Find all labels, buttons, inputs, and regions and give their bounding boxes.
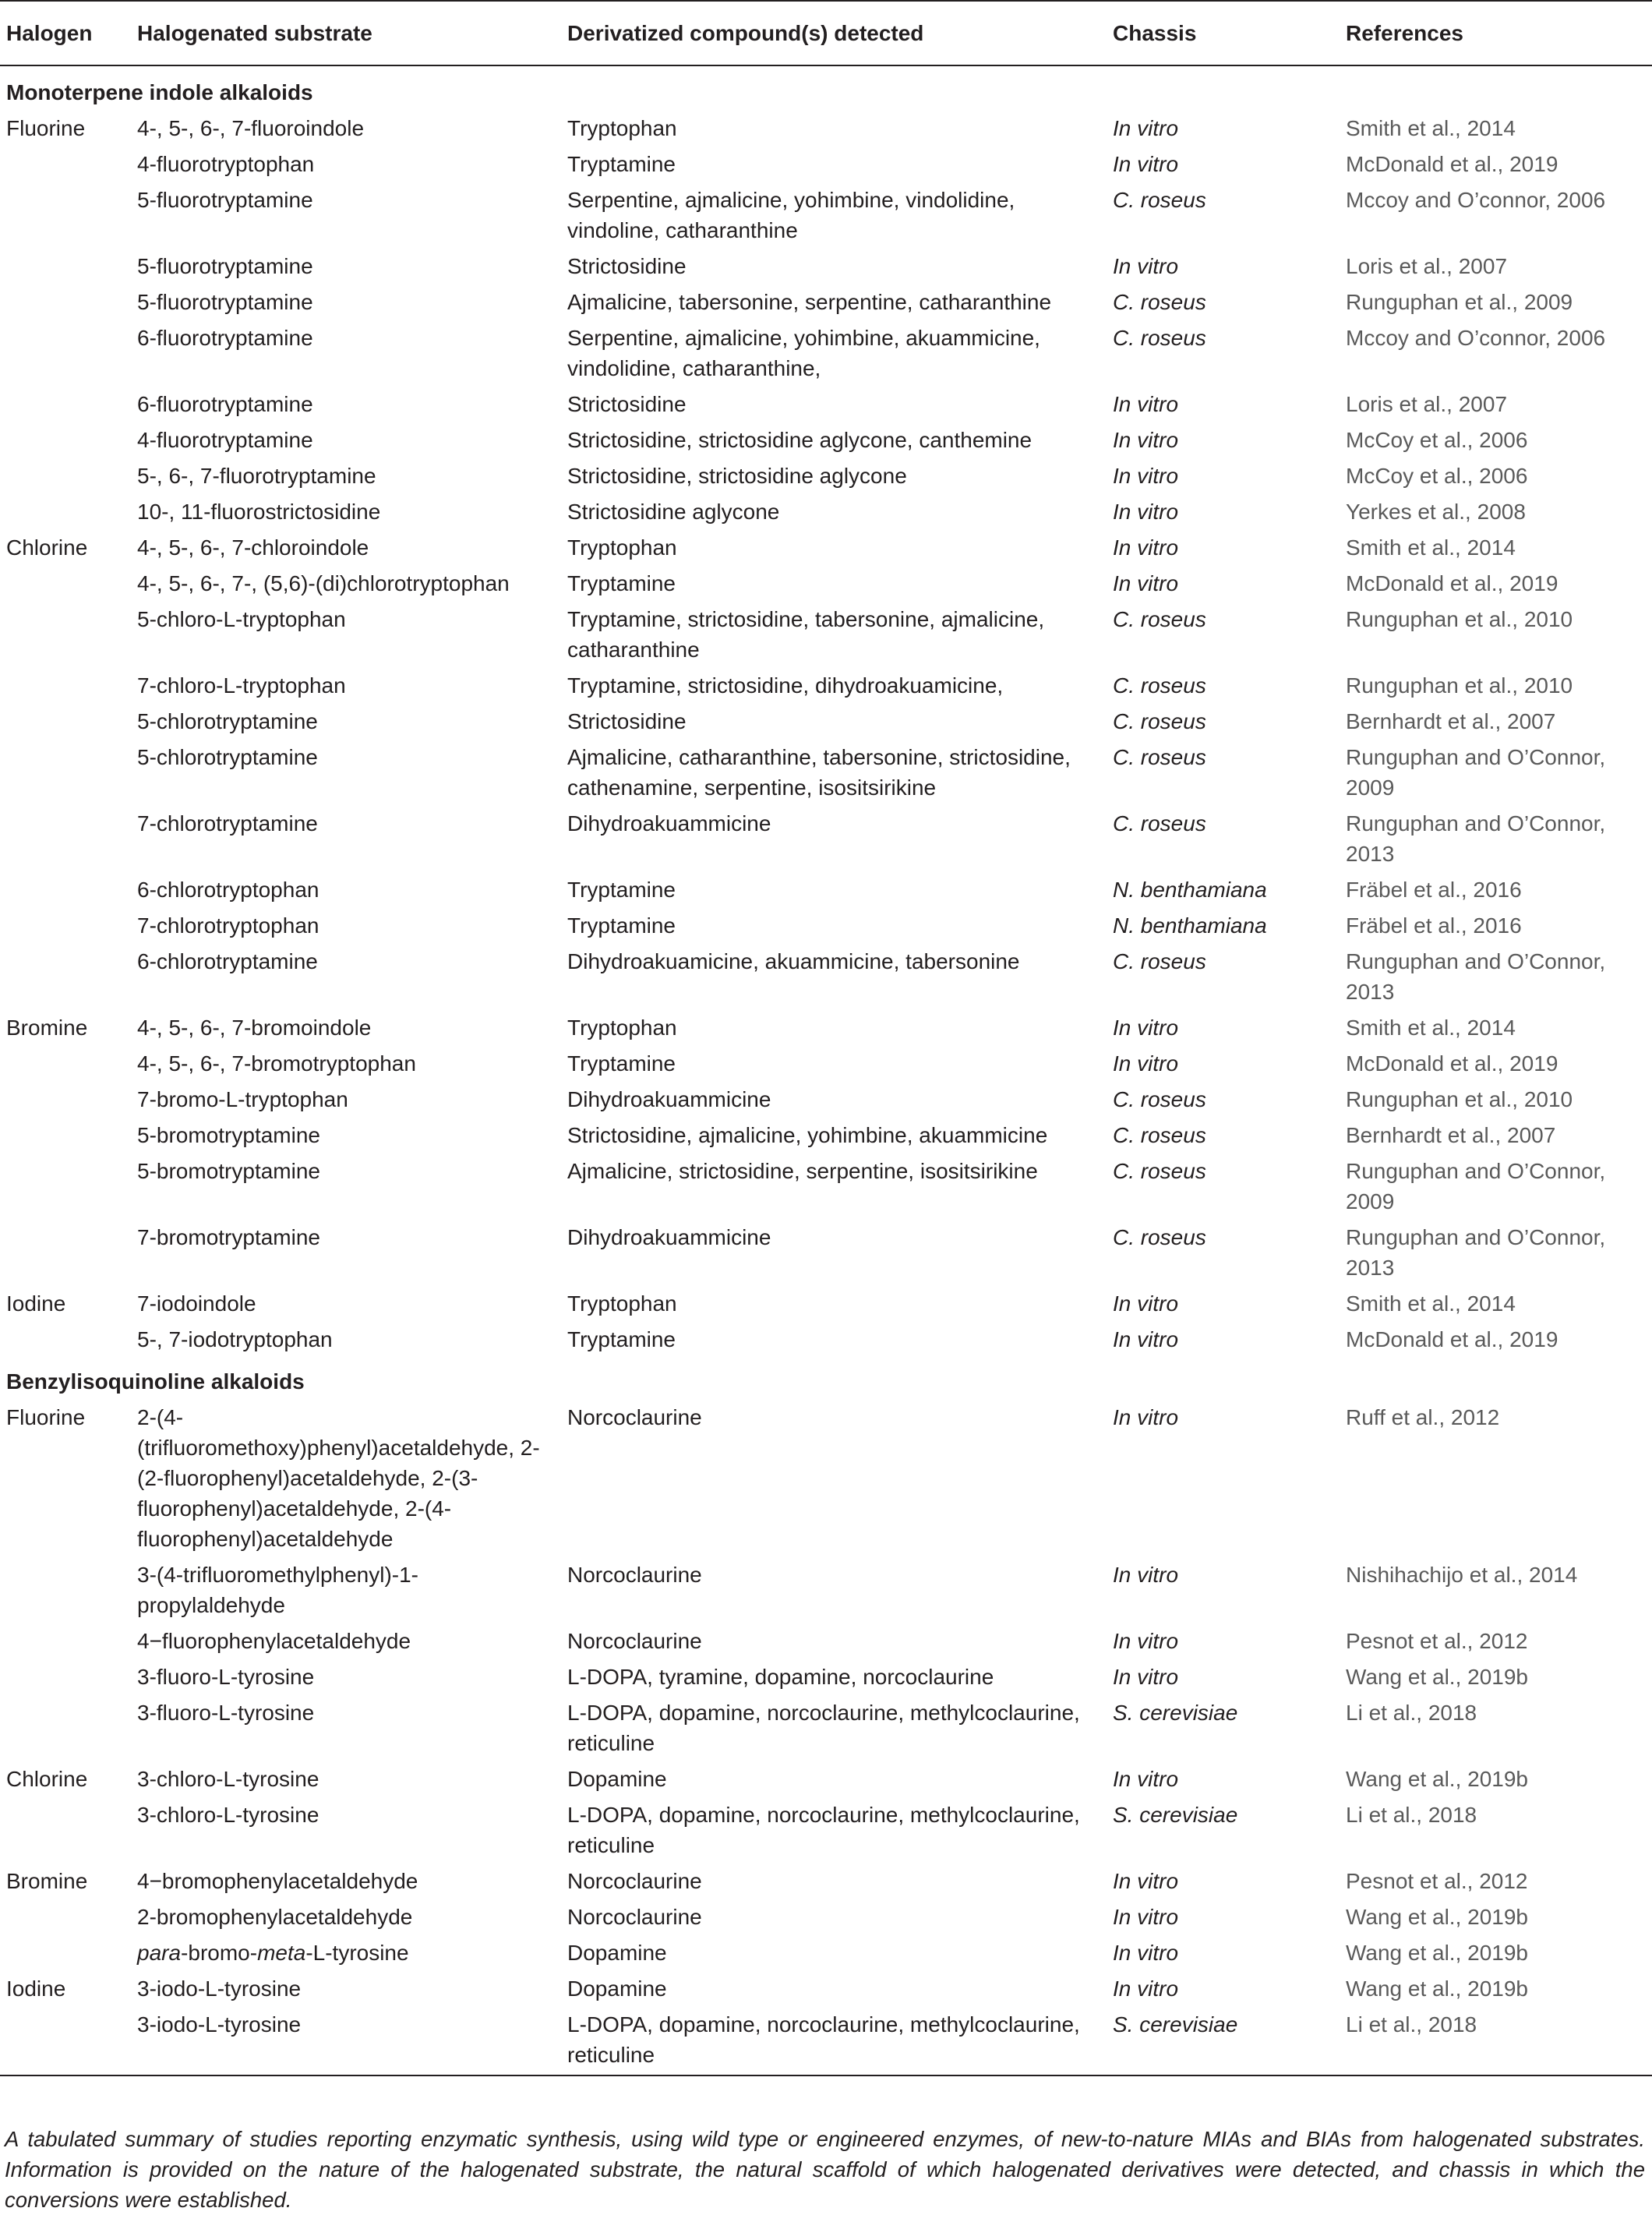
table-row [0, 2005, 1652, 2075]
halogen-cell [0, 420, 131, 456]
reference-cell: Wang et al., 2019b [1346, 1767, 1529, 1791]
chassis-cell: In vitro [1113, 1016, 1179, 1040]
substrate-cell: 5-fluorotryptamine [137, 254, 313, 278]
substrate-cell: 6-fluorotryptamine [137, 326, 313, 350]
chassis-cell: In vitro [1113, 1629, 1179, 1653]
column-header-chassis: Chassis [1107, 1, 1340, 65]
halogen-cell [0, 1621, 131, 1657]
reference-cell: Runguphan and O’Connor, 2009 [1346, 1159, 1606, 1213]
compounds-cell: L-DOPA, dopamine, norcoclaurine, methylcoclaurine, reticuline [567, 1803, 1080, 1857]
table-row [0, 1319, 1652, 1355]
compounds-cell: Norcoclaurine [567, 1405, 702, 1429]
column-header-compounds: Derivatized compound(s) detected [561, 1, 1107, 65]
compounds-cell: Tryptophan [567, 116, 677, 140]
compounds-cell: Norcoclaurine [567, 1869, 702, 1893]
substrate-cell: 5-fluorotryptamine [137, 290, 313, 314]
chassis-cell: In vitro [1113, 1665, 1179, 1689]
table-row [0, 492, 1652, 528]
halogen-cell [0, 737, 131, 804]
compounds-cell: Dopamine [567, 1767, 667, 1791]
compounds-cell: Strictosidine, strictosidine aglycone, canthemine [567, 428, 1032, 452]
halogen-cell [0, 701, 131, 737]
chassis-cell: C. roseus [1113, 709, 1206, 733]
reference-cell: Wang et al., 2019b [1346, 1665, 1529, 1689]
compounds-cell: Dihydroakuammicine [567, 1087, 771, 1111]
table-row [0, 1008, 1652, 1044]
halogen-cell: Bromine [6, 1016, 88, 1040]
chassis-cell: S. cerevisiae [1113, 1701, 1238, 1725]
reference-cell: Pesnot et al., 2012 [1346, 1629, 1528, 1653]
substrate-cell: 6-chlorotryptamine [137, 949, 318, 973]
reference-cell: McCoy et al., 2006 [1346, 464, 1528, 488]
substrate-cell: 6-chlorotryptophan [137, 878, 319, 902]
substrate-cell: 7-chlorotryptophan [137, 913, 319, 938]
table-row [0, 528, 1652, 563]
table-row [0, 599, 1652, 666]
reference-cell: Smith et al., 2014 [1346, 1016, 1516, 1040]
reference-cell: Fräbel et al., 2016 [1346, 878, 1522, 902]
reference-cell: Smith et al., 2014 [1346, 535, 1516, 560]
reference-cell: Runguphan and O’Connor, 2013 [1346, 1225, 1606, 1280]
substrate-cell: 7-chlorotryptamine [137, 811, 318, 835]
section-header-row [0, 65, 1652, 108]
substrate-cell: 3-chloro-L-tyrosine [137, 1803, 319, 1827]
halogen-cell [0, 144, 131, 180]
reference-cell: Loris et al., 2007 [1346, 392, 1508, 416]
compounds-cell: Strictosidine [567, 254, 687, 278]
compounds-cell: Dihydroakuamicine, akuammicine, tabersonine [567, 949, 1020, 973]
reference-cell: Runguphan and O’Connor, 2009 [1346, 745, 1606, 800]
chassis-cell: In vitro [1113, 500, 1179, 524]
compounds-cell: Strictosidine aglycone [567, 500, 780, 524]
reference-cell: McDonald et al., 2019 [1346, 1327, 1558, 1351]
reference-cell: Smith et al., 2014 [1346, 116, 1516, 140]
reference-cell: Runguphan et al., 2009 [1346, 290, 1573, 314]
compounds-cell: Ajmalicine, tabersonine, serpentine, catharanthine [567, 290, 1052, 314]
compounds-cell: Tryptamine [567, 1327, 676, 1351]
table-row [0, 906, 1652, 941]
halogen-cell [0, 906, 131, 941]
table-row [0, 1621, 1652, 1657]
chassis-cell: In vitro [1113, 116, 1179, 140]
compounds-cell: Tryptophan [567, 535, 677, 560]
halogen-cell [0, 941, 131, 1008]
reference-cell: Yerkes et al., 2008 [1346, 500, 1526, 524]
compounds-cell: Dihydroakuammicine [567, 1225, 771, 1249]
chassis-cell: S. cerevisiae [1113, 1803, 1238, 1827]
table-row [0, 701, 1652, 737]
halogen-cell [0, 180, 131, 246]
substrate-cell: 4-, 5-, 6-, 7-, (5,6)-(di)chlorotryptophan [137, 571, 510, 595]
compounds-cell: Norcoclaurine [567, 1563, 702, 1587]
compounds-cell: L-DOPA, tyramine, dopamine, norcoclaurine [567, 1665, 994, 1689]
reference-cell: Wang et al., 2019b [1346, 1941, 1529, 1965]
chassis-cell: In vitro [1113, 535, 1179, 560]
substrate-cell: 7-bromo-L-tryptophan [137, 1087, 348, 1111]
reference-cell: Runguphan and O’Connor, 2013 [1346, 949, 1606, 1004]
chassis-cell: C. roseus [1113, 326, 1206, 350]
table-row [0, 318, 1652, 384]
substrate-cell: 5-, 7-iodotryptophan [137, 1327, 333, 1351]
table-row [0, 1555, 1652, 1621]
compounds-cell: Tryptamine [567, 1051, 676, 1076]
halogen-cell [0, 1319, 131, 1355]
compounds-cell: L-DOPA, dopamine, norcoclaurine, methylcoclaurine, reticuline [567, 1701, 1080, 1755]
halogen-cell: Fluorine [6, 116, 86, 140]
substrate-cell: 4-, 5-, 6-, 7-chloroindole [137, 535, 369, 560]
halogen-cell [0, 1079, 131, 1115]
table-row [0, 804, 1652, 870]
substrate-cell: 4-, 5-, 6-, 7-fluoroindole [137, 116, 365, 140]
chassis-cell: In vitro [1113, 1291, 1179, 1316]
substrate-cell: 5-chlorotryptamine [137, 709, 318, 733]
substrate-cell: 4-, 5-, 6-, 7-bromotryptophan [137, 1051, 416, 1076]
chassis-cell: C. roseus [1113, 290, 1206, 314]
table-row [0, 108, 1652, 144]
table-row [0, 1284, 1652, 1319]
chassis-cell: In vitro [1113, 1977, 1179, 2001]
chassis-cell: In vitro [1113, 1051, 1179, 1076]
table-caption: A tabulated summary of studies reporting enzymatic synthesis, using wild type or engineered enzymes, of new-to-nature MIAs and BIAs from halogenated substrates. Information is provided on the nature of the halogenated substrate, the natural scaffold of which halogenated derivatives were detected, and chassis in which the conversions were established. [5, 2127, 1645, 2212]
substrate-cell: 5-, 6-, 7-fluorotryptamine [137, 464, 376, 488]
table-row [0, 1217, 1652, 1284]
substrate-cell: 5-bromotryptamine [137, 1159, 320, 1183]
substrate-cell: 4−bromophenylacetaldehyde [137, 1869, 418, 1893]
compounds-cell: Ajmalicine, catharanthine, tabersonine, strictosidine, cathenamine, serpentine, isositsirikine [567, 745, 1071, 800]
compounds-cell: Tryptamine [567, 152, 676, 176]
table-row [0, 941, 1652, 1008]
chassis-cell: N. benthamiana [1113, 913, 1267, 938]
substrate-cell: 7-iodoindole [137, 1291, 256, 1316]
reference-cell: McCoy et al., 2006 [1346, 428, 1528, 452]
table-row [0, 737, 1652, 804]
reference-cell: McDonald et al., 2019 [1346, 152, 1558, 176]
chassis-cell: In vitro [1113, 571, 1179, 595]
halogen-cell: Iodine [6, 1291, 66, 1316]
table-body [0, 65, 1652, 2075]
halogen-cell [0, 804, 131, 870]
table-row [0, 1861, 1652, 1897]
table-header-row [0, 1, 1652, 65]
table-row [0, 180, 1652, 246]
substrate-cell: 3-iodo-L-tyrosine [137, 1977, 302, 2001]
halogen-cell [0, 456, 131, 492]
chassis-cell: C. roseus [1113, 673, 1206, 698]
reference-cell: Li et al., 2018 [1346, 1803, 1477, 1827]
reference-cell: Loris et al., 2007 [1346, 254, 1508, 278]
substrate-cell: 4-fluorotryptophan [137, 152, 315, 176]
table-row [0, 666, 1652, 701]
compounds-cell: Serpentine, ajmalicine, yohimbine, vindolidine, vindoline, catharanthine [567, 188, 1015, 242]
substrate-cell: 5-chlorotryptamine [137, 745, 318, 769]
compounds-cell: Ajmalicine, strictosidine, serpentine, isositsirikine [567, 1159, 1038, 1183]
compounds-cell: Tryptamine [567, 878, 676, 902]
substrate-cell: para-bromo-meta-L-tyrosine [137, 1941, 409, 1965]
compounds-cell: Tryptamine, strictosidine, tabersonine, ajmalicine, catharanthine [567, 607, 1045, 662]
halogen-cell [0, 2005, 131, 2075]
substrate-cell: 3-iodo-L-tyrosine [131, 2005, 561, 2075]
chassis-cell: C. roseus [1113, 1159, 1206, 1183]
section-title: Monoterpene indole alkaloids [6, 80, 313, 104]
halogen-cell [0, 1693, 131, 1759]
table-row [0, 1693, 1652, 1759]
compounds-cell: Serpentine, ajmalicine, yohimbine, akuammicine, vindolidine, catharanthine, [567, 326, 1040, 380]
compounds-cell: Norcoclaurine [567, 1905, 702, 1929]
halogen-cell [0, 282, 131, 318]
halogen-cell [0, 1217, 131, 1284]
substrate-cell: 4−fluorophenylacetaldehyde [137, 1629, 411, 1653]
table-row [0, 1795, 1652, 1861]
substrate-cell: 7-chloro-L-tryptophan [137, 673, 346, 698]
table-row [0, 1657, 1652, 1693]
halogen-cell [0, 1933, 131, 1969]
halogen-cell [0, 1795, 131, 1861]
halogen-cell [0, 384, 131, 420]
compounds-cell: Tryptamine [567, 571, 676, 595]
chassis-cell: In vitro [1113, 1869, 1179, 1893]
chassis-cell: C. roseus [1113, 1087, 1206, 1111]
reference-cell: Mccoy and O’connor, 2006 [1346, 188, 1606, 212]
table-row [0, 1933, 1652, 1969]
halogen-cell [0, 492, 131, 528]
table-row [0, 1151, 1652, 1217]
substrate-cell: 4-fluorotryptamine [137, 428, 313, 452]
halogen-cell: Bromine [6, 1869, 88, 1893]
chassis-cell: C. roseus [1113, 607, 1206, 631]
substrate-cell: 3-chloro-L-tyrosine [137, 1767, 319, 1791]
substrate-cell: 5-fluorotryptamine [137, 188, 313, 212]
meta-prefix: meta [257, 1941, 306, 1965]
compounds-cell: Dihydroakuammicine [567, 811, 771, 835]
compounds-cell: L-DOPA, dopamine, norcoclaurine, methylcoclaurine, reticuline [561, 2005, 1107, 2075]
compounds-cell: Strictosidine [567, 392, 687, 416]
chassis-cell: C. roseus [1113, 811, 1206, 835]
halogen-cell [0, 1151, 131, 1217]
reference-cell: Mccoy and O’connor, 2006 [1346, 326, 1606, 350]
section-title: Benzylisoquinoline alkaloids [6, 1369, 305, 1394]
table-row [0, 1969, 1652, 2005]
halogen-cell [0, 1115, 131, 1151]
reference-cell: Ruff et al., 2012 [1346, 1405, 1500, 1429]
halogen-cell [0, 666, 131, 701]
halogen-cell: Fluorine [6, 1405, 86, 1429]
table-row [0, 282, 1652, 318]
chassis-cell: In vitro [1113, 392, 1179, 416]
halogen-cell [0, 1555, 131, 1621]
reference-cell: Nishihachijo et al., 2014 [1346, 1563, 1578, 1587]
reference-cell: Li et al., 2018 [1346, 1701, 1477, 1725]
reference-cell: Wang et al., 2019b [1346, 1977, 1529, 2001]
reference-cell: McDonald et al., 2019 [1346, 571, 1558, 595]
column-header-halogen: Halogen [0, 1, 131, 65]
table-row [0, 144, 1652, 180]
table-row [0, 870, 1652, 906]
reference-cell: Bernhardt et al., 2007 [1346, 1123, 1556, 1147]
halogen-cell [0, 1897, 131, 1933]
halogen-cell [0, 246, 131, 282]
reference-cell: Runguphan and O’Connor, 2013 [1346, 811, 1606, 866]
chassis-cell: C. roseus [1113, 949, 1206, 973]
chassis-cell: In vitro [1113, 464, 1179, 488]
halogen-cell [0, 563, 131, 599]
table-row [0, 1079, 1652, 1115]
halogen-cell [0, 1044, 131, 1079]
table-row [0, 420, 1652, 456]
substrate-cell: 10-, 11-fluorostrictosidine [137, 500, 381, 524]
reference-cell: Smith et al., 2014 [1346, 1291, 1516, 1316]
chassis-cell: C. roseus [1113, 1123, 1206, 1147]
chassis-cell: N. benthamiana [1113, 878, 1267, 902]
table-row [0, 246, 1652, 282]
table-row [0, 1044, 1652, 1079]
halogen-cell [0, 1657, 131, 1693]
para-prefix: para [137, 1941, 182, 1965]
chassis-cell: C. roseus [1113, 188, 1206, 212]
reference-cell: Runguphan et al., 2010 [1346, 607, 1573, 631]
table-row [0, 563, 1652, 599]
compounds-cell: Dopamine [567, 1941, 667, 1965]
substrate-cell: 3-(4-trifluoromethylphenyl)-1-propylaldehyde [137, 1563, 419, 1617]
column-header-references: References [1340, 1, 1652, 65]
substrate-cell: 4-, 5-, 6-, 7-bromoindole [137, 1016, 372, 1040]
table-row [0, 456, 1652, 492]
chassis-cell: In vitro [1113, 254, 1179, 278]
substrate-cell: 3-fluoro-L-tyrosine [137, 1701, 315, 1725]
chassis-cell: In vitro [1113, 152, 1179, 176]
table-row [0, 1759, 1652, 1795]
chassis-cell: In vitro [1113, 1905, 1179, 1929]
halogen-cell: Chlorine [6, 1767, 88, 1791]
chassis-cell: In vitro [1113, 1563, 1179, 1587]
chassis-cell: In vitro [1113, 1327, 1179, 1351]
chassis-cell: C. roseus [1113, 745, 1206, 769]
column-header-substrate: Halogenated substrate [131, 1, 561, 65]
reference-cell: McDonald et al., 2019 [1346, 1051, 1558, 1076]
compounds-cell: Strictosidine [567, 709, 687, 733]
substrate-cell: 2-bromophenylacetaldehyde [137, 1905, 413, 1929]
compounds-cell: Strictosidine, strictosidine aglycone [567, 464, 907, 488]
chassis-cell: In vitro [1113, 1405, 1179, 1429]
compounds-cell: Strictosidine, ajmalicine, yohimbine, akuammicine [567, 1123, 1048, 1147]
reference-cell: Fräbel et al., 2016 [1346, 913, 1522, 938]
halogen-cell [0, 599, 131, 666]
reference-cell: Li et al., 2018 [1340, 2005, 1652, 2075]
table-row [0, 1897, 1652, 1933]
compounds-cell: Tryptamine, strictosidine, dihydroakuamicine, [567, 673, 1004, 698]
table-row [0, 384, 1652, 420]
substrate-cell: 5-chloro-L-tryptophan [137, 607, 346, 631]
compounds-cell: Tryptophan [567, 1016, 677, 1040]
section-header-row [0, 1355, 1652, 1397]
compounds-cell: Dopamine [567, 1977, 667, 2001]
halogen-cell: Chlorine [6, 535, 88, 560]
table-row [0, 1115, 1652, 1151]
chassis-cell: C. roseus [1113, 1225, 1206, 1249]
compounds-cell: Tryptamine [567, 913, 676, 938]
reference-cell: Bernhardt et al., 2007 [1346, 709, 1556, 733]
reference-cell: Pesnot et al., 2012 [1346, 1869, 1528, 1893]
reference-cell: Wang et al., 2019b [1346, 1905, 1529, 1929]
halogen-cell [0, 318, 131, 384]
table-row [0, 1397, 1652, 1555]
reference-cell: Runguphan et al., 2010 [1346, 1087, 1573, 1111]
reference-cell: Runguphan et al., 2010 [1346, 673, 1573, 698]
halogen-cell: Iodine [6, 1977, 66, 2001]
chassis-cell: In vitro [1113, 1941, 1179, 1965]
substrate-cell: 5-bromotryptamine [137, 1123, 320, 1147]
chassis-cell: In vitro [1113, 428, 1179, 452]
substrate-cell: 7-bromotryptamine [137, 1225, 320, 1249]
chassis-cell: In vitro [1113, 1767, 1179, 1791]
substrate-cell: 3-fluoro-L-tyrosine [137, 1665, 315, 1689]
compounds-cell: Norcoclaurine [567, 1629, 702, 1653]
halogen-cell [0, 870, 131, 906]
chassis-cell: S. cerevisiae [1107, 2005, 1340, 2075]
compounds-cell: Tryptophan [567, 1291, 677, 1316]
substrate-cell: 2-(4-(trifluoromethoxy)phenyl)acetaldehyde, 2-(2-fluorophenyl)acetaldehyde, 2-(3-fluorophenyl)acetaldehyde, 2-(4-fluorophenyl)acetaldehyde [137, 1405, 540, 1551]
substrate-cell: 6-fluorotryptamine [137, 392, 313, 416]
